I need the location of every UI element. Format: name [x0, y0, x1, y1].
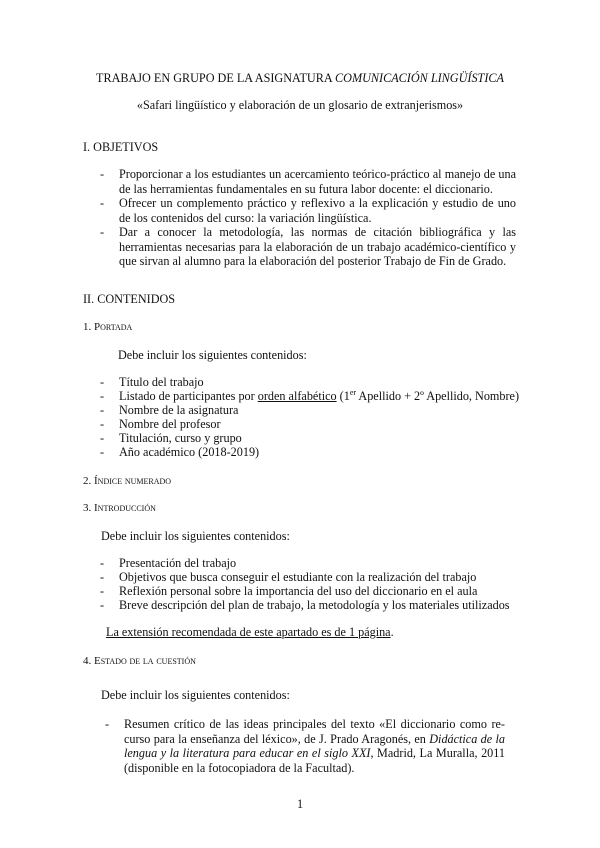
item-text: Nombre de la asignatura — [119, 403, 239, 417]
portada-intro: Debe incluir los siguientes contenidos: — [118, 348, 307, 362]
dash: - — [100, 445, 105, 459]
item-text: Titulación, curso y grupo — [119, 431, 242, 445]
item-text: Nombre del profesor — [119, 417, 221, 431]
title-prefix: TRABAJO EN GRUPO DE LA ASIGNATURA — [96, 71, 336, 85]
item-text: Apellido + 2º Apellido, Nombre) — [356, 389, 520, 403]
item-text: , Madrid, La Muralla, 2011 (disponible en la fotocopiadora de la Facultad). — [124, 746, 506, 775]
extension-note — [106, 625, 394, 640]
list-item — [100, 584, 540, 598]
dash: - — [105, 717, 110, 731]
dash: - — [100, 225, 105, 239]
page-number: 1 — [296, 797, 304, 811]
objetivos-list — [100, 167, 516, 269]
book-title: Didáctica de la lengua y la literatura para educar en el siglo XXI — [124, 731, 505, 760]
alphabetical-order-text: orden alfabético — [257, 389, 337, 403]
item-text: Presentación del trabajo — [119, 556, 237, 570]
item-text: Año académico (2018-2019) — [119, 445, 260, 459]
indice-heading: 2. Índice numerado — [83, 475, 172, 487]
dash: - — [100, 431, 105, 445]
title-course: COMUNICACIÓN LINGÜÍSTICA — [335, 71, 504, 85]
list-item — [100, 556, 540, 570]
introduccion-list — [100, 556, 540, 612]
dash: - — [100, 417, 105, 431]
dash: - — [100, 167, 105, 181]
item-text: (1 — [336, 389, 350, 403]
objetivos-heading: I. OBJETIVOS — [83, 140, 159, 154]
dash: - — [100, 556, 105, 570]
document-subtitle: «Safari lingüístico y elaboración de un glosario de extranjerismos» — [136, 98, 464, 112]
dash: - — [100, 375, 105, 389]
objetivo-text: Proporcionar a los estudiantes un acercamiento teórico-práctico al manejo de una de las herramientas fundamentales en su futura labor docente: el diccionario. — [119, 167, 516, 196]
dash: - — [100, 598, 105, 612]
list-item — [100, 167, 516, 196]
estado-list — [105, 717, 505, 775]
dash: - — [100, 389, 105, 403]
list-item — [100, 431, 540, 445]
item-text: Breve descripción del plan de trabajo, la metodología y los materiales utilizados — [119, 598, 510, 612]
list-item — [105, 717, 505, 775]
list-item — [100, 225, 516, 269]
objetivo-text: Ofrecer un complemento práctico y reflexivo a la explicación y estudio de uno de los contenidos del curso: la variación lingüística. — [119, 196, 516, 225]
list-item — [100, 403, 540, 417]
item-text: Listado de participantes por — [119, 389, 258, 403]
document-title — [0, 71, 600, 86]
portada-heading: 1. Portada — [83, 321, 133, 333]
dash: - — [100, 196, 105, 210]
list-item — [100, 417, 540, 431]
estado-heading: 4. Estado de la cuestión — [83, 655, 196, 667]
list-item — [100, 445, 540, 459]
period: . — [390, 625, 394, 639]
dash: - — [100, 570, 105, 584]
item-text: Objetivos que busca conseguir el estudiante con la realización del trabajo — [119, 570, 477, 584]
list-item — [100, 570, 540, 584]
item-text: Reflexión personal sobre la importancia del uso del diccionario en el aula — [119, 584, 478, 598]
list-item — [100, 375, 540, 389]
introduccion-intro: Debe incluir los siguientes contenidos: — [101, 529, 290, 543]
contenidos-heading: II. CONTENIDOS — [83, 292, 176, 306]
list-item — [100, 196, 516, 225]
estado-intro: Debe incluir los siguientes contenidos: — [101, 688, 290, 702]
dash: - — [100, 584, 105, 598]
item-text: Título del trabajo — [119, 375, 204, 389]
introduccion-heading: 3. Introducción — [83, 502, 156, 514]
objetivo-text: Dar a conocer la metodología, las normas de citación bibliográfica y las herramientas necesarias para la elaboración de un trabajo académico-científico y que sirvan al alumno para la elaboración del posterior Trabajo de Fin de Grado. — [119, 225, 516, 268]
list-item — [100, 598, 540, 612]
item-text: Resumen crítico de las ideas principales del texto «El diccionario como re-curso para la enseñanza del léxico», de J. Prado Aragonés, en — [124, 717, 505, 746]
portada-list — [100, 375, 540, 459]
list-item — [100, 389, 540, 403]
superscript: er — [349, 388, 357, 397]
extension-note-text: La extensión recomendada de este apartado es de 1 página — [106, 625, 391, 639]
dash: - — [100, 403, 105, 417]
